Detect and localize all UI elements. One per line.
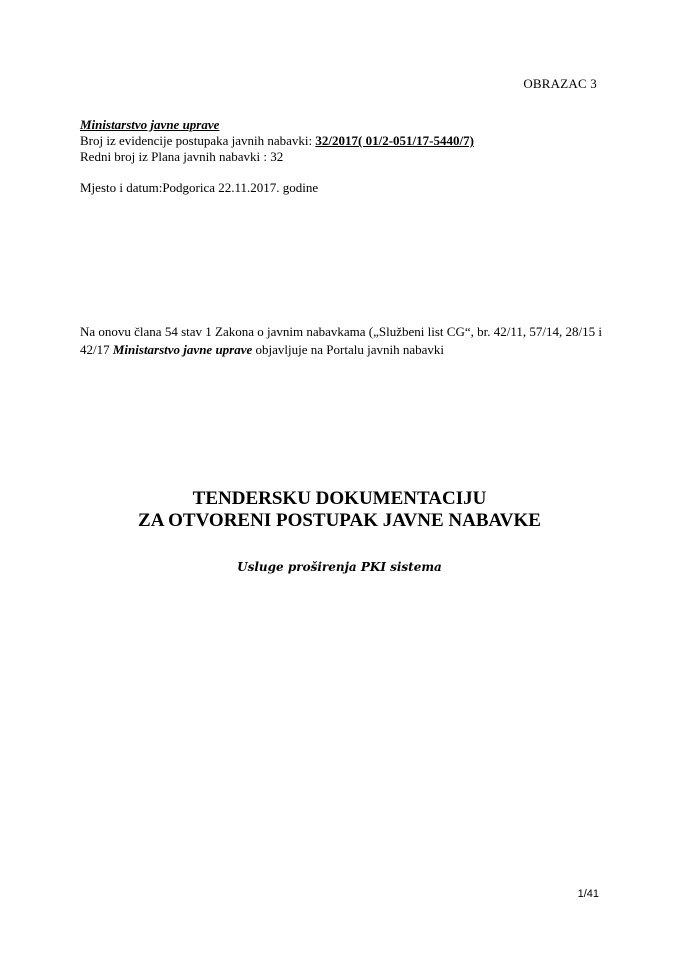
plan-line (80, 149, 474, 165)
intro-text-after: objavljuje na Portalu javnih nabavki (252, 342, 444, 357)
place-and-date: Mjesto i datum:Podgorica 22.11.2017. godine (80, 180, 319, 195)
evidence-line (80, 133, 474, 149)
document-subtitle: Usluge proširenja PKI sistema (237, 560, 442, 574)
evidence-label: Broj iz evidencije postupaka javnih nabavki: (80, 133, 316, 148)
plan-label: Redni broj iz Plana javnih nabavki : (80, 149, 271, 164)
evidence-number: 32/2017( 01/2-051/17-5440/7) (315, 133, 474, 148)
form-label: OBRAZAC 3 (523, 76, 597, 91)
title-line-2: ZA OTVORENI POSTUPAK JAVNE NABAVKE (138, 510, 541, 531)
page-number: 1/41 (577, 888, 599, 900)
document-title (0, 488, 679, 532)
organization-name: Ministarstvo javne uprave (80, 117, 220, 132)
intro-paragraph (80, 323, 610, 359)
intro-text-before: Na onovu člana 54 stav 1 Zakona o javnim nabavkama („Službeni list CG“, br. 42/11, 57/14, 28/15 i 42/17 (80, 324, 602, 357)
plan-number: 32 (270, 149, 284, 164)
header-block (80, 117, 474, 165)
intro-organization: Ministarstvo javne uprave (112, 342, 253, 357)
title-line-1: TENDERSKU DOKUMENTACIJU (192, 488, 487, 509)
